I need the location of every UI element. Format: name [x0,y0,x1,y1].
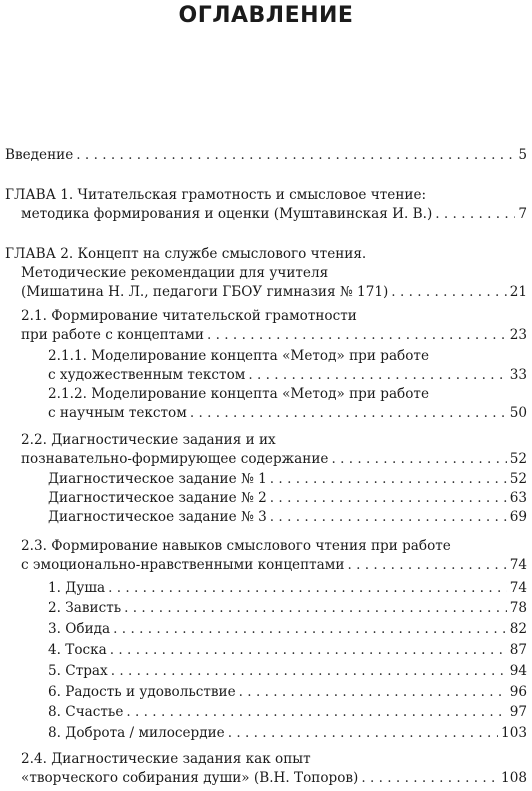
toc-page-number: 63 [509,490,527,506]
toc-section-2-4-title-line: 2.4. Диагностические задания как опыт [21,751,311,767]
toc-chapter-2-title-line: ГЛАВА 2. Концепт на службе смыслового чтения. [5,246,367,262]
toc-page-number: 103 [501,725,527,741]
toc-page-number: 50 [509,405,527,421]
toc-entry-concept-2[interactable] [48,599,527,618]
toc-entry-title: с эмоционально-нравственными концептами [21,557,345,573]
toc-entry-title: с научным текстом [48,405,187,421]
toc-entry-introduction[interactable] [5,146,527,165]
toc-page-number: 108 [501,770,527,786]
leader-dots [270,489,507,508]
toc-page-number: 74 [509,580,527,596]
toc-entry-title: Диагностическое задание № 3 [48,509,267,525]
toc-page-number: 82 [509,621,527,637]
leader-dots [331,450,506,469]
toc-entry-section-2-1[interactable] [21,326,527,345]
toc-page-number: 5 [518,147,527,163]
leader-dots [113,620,507,639]
toc-entry-concept-1[interactable] [48,579,527,598]
toc-entry-title: (Мишатина Н. Л., педагоги ГБОУ гимназия № 171) [21,284,389,300]
toc-page-number: 74 [509,557,527,573]
leader-dots [361,769,498,788]
toc-entry-title: при работе с концептами [21,327,204,343]
toc-entry-section-2-2[interactable] [21,450,527,469]
toc-entry-title: 2. Зависть [48,600,122,616]
toc-entry-diagnostic-task-3[interactable] [48,508,527,527]
toc-entry-title: Диагностическое задание № 1 [48,471,267,487]
toc-page-number: 21 [509,284,527,300]
toc-entry-title: 3. Обида [48,621,111,637]
toc-page-number: 97 [509,704,527,720]
toc-entry-chapter-1[interactable] [21,205,527,224]
toc-entry-concept-6[interactable] [48,683,527,702]
toc-entry-concept-8[interactable] [48,724,527,743]
leader-dots [190,404,507,423]
toc-page-number: 94 [509,663,527,679]
toc-entry-title: с художественным текстом [48,367,246,383]
toc-entry-chapter-2[interactable] [21,283,527,302]
leader-dots [270,508,507,527]
toc-entry-concept-7[interactable] [48,703,527,722]
toc-page-number: 69 [509,509,527,525]
toc-page-number: 23 [509,327,527,343]
toc-section-2-1-title-line: 2.1. Формирование читательской грамотности [21,308,357,324]
toc-page-number: 87 [509,642,527,658]
toc-entry-title: 6. Радость и удовольствие [48,684,236,700]
toc-entry-title: познавательно-формирующее содержание [21,451,329,467]
toc-section-2-2-title-line: 2.2. Диагностические задания и их [21,432,276,448]
toc-entry-title: 8. Доброта / милосердие [48,725,225,741]
toc-entry-title: Введение [5,147,74,163]
toc-page-number: 33 [509,367,527,383]
leader-dots [124,599,507,618]
toc-section-2-3-title-line: 2.3. Формирование навыков смыслового чтения при работе [21,538,451,554]
toc-page-number: 96 [509,684,527,700]
page-title: ОГЛАВЛЕНИЕ [178,3,354,28]
toc-section-2-1-1-title-line: 2.1.1. Моделирование концепта «Метод» при работе [48,348,429,364]
leader-dots [111,662,507,681]
leader-dots [228,724,498,743]
toc-entry-diagnostic-task-1[interactable] [48,470,527,489]
leader-dots [110,641,507,660]
toc-entry-section-2-4[interactable] [21,769,527,788]
leader-dots [248,366,506,385]
toc-page-number: 52 [509,451,527,467]
toc-entry-title: методика формирования и оценки (Муштавинская И. В.) [21,206,433,222]
leader-dots [76,146,515,165]
toc-chapter-2-subtitle-line: Методические рекомендации для учителя [21,265,329,281]
toc-entry-title: Диагностическое задание № 2 [48,490,267,506]
leader-dots [126,703,506,722]
leader-dots [239,683,507,702]
leader-dots [347,556,506,575]
toc-chapter-1-title-line: ГЛАВА 1. Читательская грамотность и смысловое чтение: [5,187,427,203]
toc-entry-title: 5. Страх [48,663,108,679]
toc-entry-title: «творческого собирания души» (В.Н. Топоров) [21,770,359,786]
toc-entry-concept-3[interactable] [48,620,527,639]
toc-entry-section-2-3[interactable] [21,556,527,575]
toc-section-2-1-2-title-line: 2.1.2. Моделирование концепта «Метод» при работе [48,386,429,402]
toc-entry-title: 1. Душа [48,580,106,596]
toc-page-number: 52 [509,471,527,487]
toc-page-number: 78 [509,600,527,616]
leader-dots [108,579,507,598]
leader-dots [207,326,507,345]
toc-entry-title: 8. Счастье [48,704,124,720]
toc-entry-concept-4[interactable] [48,641,527,660]
toc-entry-diagnostic-task-2[interactable] [48,489,527,508]
toc-entry-section-2-1-2[interactable] [48,404,527,423]
toc-page-number: 7 [518,206,527,222]
toc-entry-title: 4. Тоска [48,642,107,658]
toc-entry-concept-5[interactable] [48,662,527,681]
leader-dots [270,470,507,489]
toc-entry-section-2-1-1[interactable] [48,366,527,385]
leader-dots [391,283,506,302]
leader-dots [435,205,515,224]
